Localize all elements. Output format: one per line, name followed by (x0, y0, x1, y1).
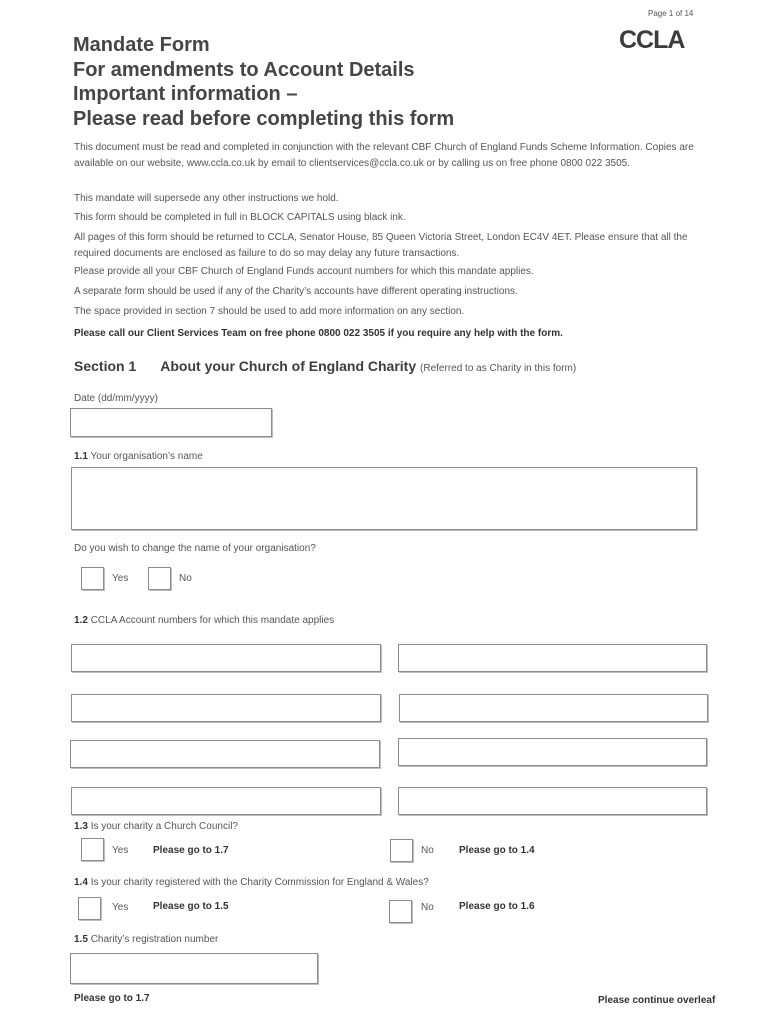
q1-1-label (74, 451, 203, 462)
q1-1-number: 1.1 (74, 451, 88, 462)
account-number-field-1[interactable] (71, 644, 381, 672)
q1-2-text: CCLA Account numbers for which this mandate applies (90, 615, 335, 626)
registered-no-checkbox[interactable] (389, 900, 412, 923)
section-note: (Referred to as Charity in this form) (420, 363, 577, 374)
ccla-logo: CCLA (619, 26, 685, 54)
section-title: About your Church of England Charity (160, 358, 417, 374)
date-field[interactable] (70, 408, 272, 437)
intro-paragraph-section-7: The space provided in section 7 should be used to add more information on any section. (74, 306, 465, 317)
change-name-yes-checkbox[interactable] (81, 567, 104, 590)
q1-2-number: 1.2 (74, 615, 88, 626)
change-name-no-checkbox[interactable] (148, 567, 171, 590)
q1-3-text: Is your charity a Church Council? (90, 821, 238, 832)
church-council-no-checkbox[interactable] (390, 839, 413, 862)
church-council-no-label: No (421, 845, 434, 856)
intro-paragraph-helpline: Please call our Client Services Team on free phone 0800 022 3505 if you require any help with the form. (74, 328, 563, 339)
account-number-field-7[interactable] (71, 787, 381, 815)
organisation-name-field[interactable] (71, 467, 697, 530)
section-1-heading (74, 358, 576, 374)
church-council-yes-checkbox[interactable] (81, 838, 104, 861)
account-number-field-5[interactable] (70, 740, 380, 768)
q1-5-text: Charity’s registration number (90, 934, 219, 945)
intro-paragraph-scheme: This document must be read and completed in conjunction with the relevant CBF Church of England Funds Scheme Information. Copies are available on our website, www.ccla.co.uk by email to clientservices@ccla.co.uk or by calling us on free phone 0800 022 3505. (74, 142, 694, 169)
registered-yes-label: Yes (112, 902, 129, 913)
q1-3-number: 1.3 (74, 821, 88, 832)
q1-4-number: 1.4 (74, 877, 88, 888)
intro-paragraph-separate-form: A separate form should be used if any of the Charity’s accounts have different operating instructions. (74, 286, 518, 297)
church-council-no-goto: Please go to 1.4 (459, 845, 535, 856)
q1-5-label (74, 934, 218, 945)
page-number: Page 1 of 14 (648, 9, 694, 18)
intro-paragraph-supersede: This mandate will supersede any other instructions we hold. (74, 193, 339, 204)
q1-2-label (74, 615, 334, 626)
registered-yes-goto: Please go to 1.5 (153, 901, 229, 912)
q1-3-label (74, 821, 238, 832)
registered-no-goto: Please go to 1.6 (459, 901, 535, 912)
change-name-question: Do you wish to change the name of your organisation? (74, 543, 316, 554)
q1-4-label (74, 877, 429, 888)
title-line-2: For amendments to Account Details (73, 58, 415, 81)
registration-number-field[interactable] (70, 953, 318, 984)
church-council-yes-goto: Please go to 1.7 (153, 845, 229, 856)
q1-5-number: 1.5 (74, 934, 88, 945)
date-label: Date (dd/mm/yyyy) (74, 393, 158, 404)
after-registration-goto: Please go to 1.7 (74, 993, 150, 1004)
form-title (73, 33, 454, 131)
change-name-yes-label: Yes (112, 573, 129, 584)
registered-no-label: No (421, 902, 434, 913)
q1-1-text: Your organisation’s name (90, 451, 203, 462)
change-name-no-label: No (179, 573, 192, 584)
account-number-field-4[interactable] (399, 694, 708, 722)
church-council-yes-label: Yes (112, 845, 129, 856)
title-line-1: Mandate Form (73, 34, 210, 56)
q1-4-text: Is your charity registered with the Charity Commission for England & Wales? (90, 877, 429, 888)
account-number-field-8[interactable] (398, 787, 707, 815)
continue-overleaf: Please continue overleaf (598, 995, 716, 1006)
account-number-field-6[interactable] (398, 738, 707, 766)
title-line-3: Important information – (73, 83, 298, 105)
section-number: Section 1 (74, 358, 137, 374)
title-line-4: Please read before completing this form (73, 107, 455, 130)
intro-paragraph-block-capitals: This form should be completed in full in BLOCK CAPITALS using black ink. (74, 212, 406, 223)
intro-paragraph-account-numbers: Please provide all your CBF Church of England Funds account numbers for which this mandate applies. (74, 266, 534, 277)
intro-paragraph-return-address: All pages of this form should be returned to CCLA, Senator House, 85 Queen Victoria Street, London EC4V 4ET. Please ensure that all the required documents are enclosed as failure to do so may delay any future transactions. (74, 232, 688, 259)
registered-yes-checkbox[interactable] (78, 897, 101, 920)
account-number-field-3[interactable] (71, 694, 381, 722)
account-number-field-2[interactable] (398, 644, 707, 672)
